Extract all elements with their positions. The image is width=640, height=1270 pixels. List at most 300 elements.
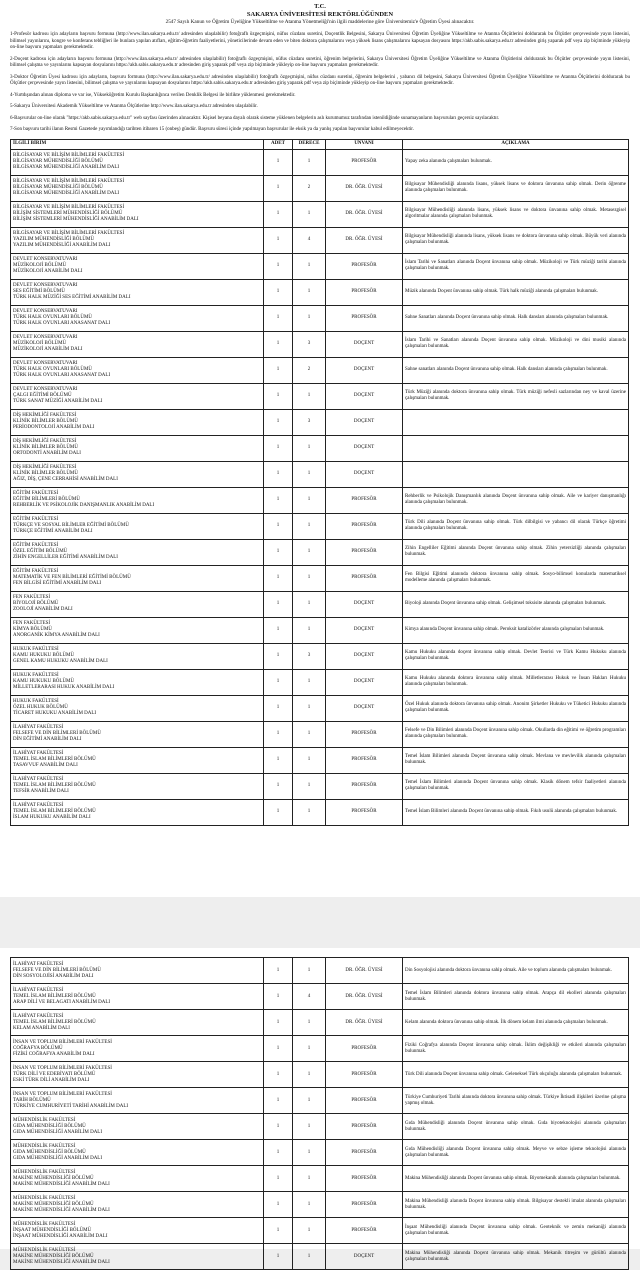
unit-line: ORTODONTİ ANABİLİM DALI: [13, 451, 81, 456]
unit-cell: [11, 565, 264, 591]
description-cell: Sahne sanatları alanında Doçent ünvanına sahip olmak. Halk dansları alanında çalışmaları bulunmak.: [403, 357, 629, 383]
description-cell: Yapay zeka alanında çalışmaları bulunmak.: [403, 149, 629, 175]
degree-cell: 1: [293, 1166, 326, 1192]
unit-line: EĞİTİM FAKÜLTESİ: [13, 543, 59, 548]
unit-line: BİLGİSAYAR VE BİLİŞİM BİLİMLERİ FAKÜLTESİ: [13, 179, 125, 184]
unit-line: DİN SOSYOLOJİSİ ANABİLİM DALI: [13, 973, 94, 979]
unit-line: TARİH BÖLÜMÜ: [13, 1097, 51, 1103]
description-cell: Kamu Hukuku alanında doçent ünvanına sahip olmak. Devlet Teorisi ve Türk Kamu Hukuku alanında çalışmaları bulunmak.: [403, 643, 629, 669]
degree-cell: 4: [293, 227, 326, 253]
title-cell: DR. ÖĞR. ÜYESİ: [326, 1010, 403, 1036]
degree-cell: 1: [293, 1010, 326, 1036]
unit-cell: [11, 799, 264, 825]
degree-cell: 2: [293, 175, 326, 201]
unit-line: TEMEL İSLAM BİLİMLERİ BÖLÜMÜ: [13, 783, 96, 788]
unit-line: TEFSİR ANABİLİM DALI: [13, 789, 69, 794]
table-row: [11, 747, 629, 773]
unit-line: DEVLET KONSERVATUVARI: [13, 387, 78, 392]
unit-line: MİLLETLERARASI HUKUK ANABİLİM DALI: [13, 685, 115, 690]
table-row: [11, 1218, 629, 1244]
unit-line: KAMU HUKUKU BÖLÜMÜ: [13, 679, 75, 684]
unit-line: İNSAN VE TOPLUM BİLİMLERİ FAKÜLTESİ: [13, 1065, 112, 1071]
table-row: [11, 669, 629, 695]
unit-line: HUKUK FAKÜLTESİ: [13, 699, 59, 704]
note-2: 2-Doçent kadrosu için adayların başvuru formuna (http://www.ilan.sakarya.edu.tr/ adresinden ulaşılabilir) fotoğraflı özgeçmişini, nüfus cüzdanı suretini, öğrenim belgelerini, Sakarya Üniversitesi Öğretim Üyeliğine Yükseltilme ve Atanma Ölçütlerini doldurarak bu Ölçütler çerçevesinde yayın listesini, bilimsel çalışma ve yayınlarını kapsayan dosyalarını https://akb.sabis.sakarya.edu.tr adresinden giriş yaparak pdf veya zip biçiminde yükleyip on-line başvuru yapmaları gerekmektedir.: [10, 56, 630, 68]
unit-line: DİN EĞİTİMİ ANABİLİM DALI: [13, 737, 82, 742]
title-cell: DR. ÖĞR. ÜYESİ: [326, 227, 403, 253]
title-cell: PROFESÖR: [326, 1062, 403, 1088]
unit-line: KİMYA BÖLÜMÜ: [13, 627, 53, 632]
unit-cell: [11, 591, 264, 617]
unit-line: ÇALGI EĞİTİMİ BÖLÜMÜ: [13, 393, 72, 398]
table-row: [11, 513, 629, 539]
title-cell: DOÇENT: [326, 669, 403, 695]
count-cell: 1: [264, 513, 293, 539]
unit-cell: [11, 461, 264, 487]
unit-line: MÜHENDİSLİK FAKÜLTESİ: [13, 1117, 76, 1123]
unit-cell: [11, 1010, 264, 1036]
unit-line: MATEMATİK VE FEN BİLİMLERİ EĞİTİMİ BÖLÜMÜ: [13, 575, 131, 580]
unit-cell: [11, 435, 264, 461]
count-cell: 1: [264, 958, 293, 984]
degree-cell: 1: [293, 461, 326, 487]
degree-cell: 3: [293, 409, 326, 435]
unit-line: DEVLET KONSERVATUVARI: [13, 257, 78, 262]
unit-line: TÜRK DİLİ VE EDEBİYATI BÖLÜMÜ: [13, 1071, 96, 1077]
unit-cell: [11, 984, 264, 1010]
count-cell: 1: [264, 617, 293, 643]
unit-line: MÜZİKOLOJİ BÖLÜMÜ: [13, 263, 67, 268]
title-cell: PROFESÖR: [326, 799, 403, 825]
description-cell: Makina Mühendisliği alanında Doçent ünvanına sahip olmak. Bilgisayar destekli imalat alanında çalışmaları bulunmak.: [403, 1192, 629, 1218]
count-cell: 1: [264, 643, 293, 669]
table-row: [11, 1166, 629, 1192]
unit-cell: [11, 695, 264, 721]
count-cell: 1: [264, 669, 293, 695]
title-cell: PROFESÖR: [326, 539, 403, 565]
unit-cell: [11, 357, 264, 383]
count-cell: 1: [264, 305, 293, 331]
header-desc: AÇIKLAMA: [403, 139, 629, 149]
description-cell: Türk Müziği alanında doktora ünvanına sahip olmak. Türk müziği nefesli sazlarından ney ve kaval üzerine çalışmaları bulunmak.: [403, 383, 629, 409]
count-cell: 1: [264, 1114, 293, 1140]
title-cell: DOÇENT: [326, 617, 403, 643]
unit-cell: [11, 1218, 264, 1244]
unit-line: TÜRK SANAT MÜZİĞİ ANABİLİM DALI: [13, 399, 103, 404]
count-cell: 1: [264, 1140, 293, 1166]
table-row: [11, 253, 629, 279]
unit-line: BİLGİSAYAR VE BİLİŞİM BİLİMLERİ FAKÜLTESİ: [13, 153, 125, 158]
unit-cell: [11, 487, 264, 513]
header-tc: T.C.: [314, 3, 326, 10]
unit-line: TÜRK HALK OYUNLARI ANASANAT DALI: [13, 321, 111, 326]
unit-line: REHBERLİK VE PSİKOLOJİK DANIŞMANLIK ANABİLİM DALI: [13, 503, 155, 508]
unit-line: SES EĞİTİMİ BÖLÜMÜ: [13, 289, 65, 294]
unit-line: DİŞ HEKİMLİĞİ FAKÜLTESİ: [13, 413, 77, 418]
unit-line: KELAM ANABİLİM DALI: [13, 1025, 70, 1031]
count-cell: 1: [264, 1192, 293, 1218]
positions-table: [10, 139, 629, 826]
count-cell: 1: [264, 461, 293, 487]
degree-cell: 1: [293, 591, 326, 617]
unit-line: MÜHENDİSLİK FAKÜLTESİ: [13, 1221, 76, 1227]
degree-cell: 4: [293, 984, 326, 1010]
unit-line: FEN FAKÜLTESİ: [13, 621, 51, 626]
table-row: [11, 958, 629, 984]
table-row: [11, 695, 629, 721]
description-cell: Makina Mühendisliği alanında Doçent ünvanına sahip olmak. Biyomekanik alanında çalışmaları bulunmak.: [403, 1166, 629, 1192]
unit-line: HUKUK FAKÜLTESİ: [13, 647, 59, 652]
table-row: [11, 279, 629, 305]
degree-cell: 1: [293, 695, 326, 721]
table-row: [11, 383, 629, 409]
unit-line: FELSEFE VE DİN BİLİMLERİ BÖLÜMÜ: [13, 967, 101, 973]
unit-line: BİYOLOJİ BÖLÜMÜ: [13, 601, 59, 606]
header-title: UNVANI: [326, 139, 403, 149]
table-row: [11, 1140, 629, 1166]
description-cell: Zihin Engelliler Eğitimi alanında Doçent ünvanına sahip olmak. Zihin yetersizliği alanında çalışmaları bulunmak.: [403, 539, 629, 565]
note-3: 3-Doktor Öğretim Üyesi kadrosu için adayların, başvuru formuna (http://www.ilan.sakarya.edu.tr/ adresinden ulaşılabilir) fotoğraflı özgeçmişini, nüfus cüzdanı suretini, öğrenim belgelerini , yabancı dil belgesini, Sakarya Üniversitesi Öğretim Üyeliğine Yükseltilme ve Atanma Ölçütlerini doldurarak bu Ölçütler çerçevesinde yayın listesini, bilimsel çalışma ve yayınlarını kapsayan dosyalarını https://akb.sabis.sakarya.edu.tr adresinden giriş yaparak pdf veya zip biçiminde yükleyip on-line başvuru yapmaları gerekmektedir.: [10, 74, 630, 86]
count-cell: 1: [264, 1010, 293, 1036]
unit-line: COĞRAFYA BÖLÜMÜ: [13, 1045, 63, 1051]
unit-line: TÜRK HALK OYUNLARI BÖLÜMÜ: [13, 367, 93, 372]
title-cell: PROFESÖR: [326, 1088, 403, 1114]
unit-cell: [11, 1062, 264, 1088]
unit-line: İLAHİYAT FAKÜLTESİ: [13, 987, 64, 993]
title-cell: PROFESÖR: [326, 149, 403, 175]
note-6: 6-Başvurular on-line olarak "https://akb.sabis.sakarya.edu.tr" web sayfası üzerinden alınacaktır. Kişisel beyana dayalı olarak sisteme yüklenen belgelerin aslı kurumumuz tarafından istenildiğinde sunamayanların başvuruları geçersiz sayılacaktır.: [10, 115, 500, 121]
unit-line: MAKİNE MÜHENDİSLİĞİ ANABİLİM DALI: [13, 1207, 110, 1213]
unit-line: MAKİNE MÜHENDİSLİĞİ BÖLÜMÜ: [13, 1201, 94, 1207]
description-cell: Kimya alanında Doçent ünvanına sahip olmak. Peroksit katalizörler alanında çalışmaları bulunmak.: [403, 617, 629, 643]
description-cell: Makina Mühendisliği alanında Doçent ünvanına sahip olmak. Mekanik titreşim ve gürültü alanında çalışmaları bulunmak.: [403, 1244, 629, 1270]
degree-cell: 1: [293, 1036, 326, 1062]
count-cell: 1: [264, 175, 293, 201]
description-cell: İslam Tarihi ve Sanatları alanında Doçent ünvanına sahip olmak. Müzikoloji ve Türk müziği tarihi alanında çalışmaları bulunmak.: [403, 253, 629, 279]
unit-line: KLİNİK BİLİMLER BÖLÜMÜ: [13, 471, 78, 476]
count-cell: 1: [264, 227, 293, 253]
table-row: [11, 799, 629, 825]
unit-line: İLAHİYAT FAKÜLTESİ: [13, 777, 64, 782]
unit-line: GENEL KAMU HUKUKU ANABİLİM DALI: [13, 659, 108, 664]
unit-line: KLİNİK BİLİMLER BÖLÜMÜ: [13, 445, 78, 450]
unit-line: İNSAN VE TOPLUM BİLİMLERİ FAKÜLTESİ: [13, 1091, 112, 1097]
unit-line: TEMEL İSLAM BİLİMLERİ BÖLÜMÜ: [13, 809, 96, 814]
count-cell: 1: [264, 539, 293, 565]
positions-table-continued: [10, 957, 629, 1270]
title-cell: DR. ÖĞR. ÜYESİ: [326, 201, 403, 227]
degree-cell: 1: [293, 1140, 326, 1166]
title-cell: DR. ÖĞR. ÜYESİ: [326, 984, 403, 1010]
degree-cell: 1: [293, 487, 326, 513]
unit-line: İLAHİYAT FAKÜLTESİ: [13, 803, 64, 808]
unit-line: BİLGİSAYAR VE BİLİŞİM BİLİMLERİ FAKÜLTESİ: [13, 205, 125, 210]
unit-line: KLİNİK BİLİMLER BÖLÜMÜ: [13, 419, 78, 424]
positions-table-body-continued: [11, 958, 629, 1270]
unit-line: ZİHİN ENGELLİLER EĞİTİMİ ANABİLİM DALI: [13, 555, 118, 560]
unit-cell: [11, 773, 264, 799]
degree-cell: 1: [293, 565, 326, 591]
title-cell: DR. ÖĞR. ÜYESİ: [326, 175, 403, 201]
count-cell: 1: [264, 1166, 293, 1192]
count-cell: 1: [264, 799, 293, 825]
unit-line: FEN FAKÜLTESİ: [13, 595, 51, 600]
title-cell: PROFESÖR: [326, 1192, 403, 1218]
degree-cell: 1: [293, 513, 326, 539]
count-cell: 1: [264, 357, 293, 383]
header-university: SAKARYA ÜNİVERSİTESİ REKTÖRLÜĞÜNDEN: [246, 11, 394, 18]
description-cell: [403, 409, 629, 435]
unit-line: TÜRKÇE EĞİTİMİ ANABİLİM DALI: [13, 529, 93, 534]
count-cell: 1: [264, 695, 293, 721]
application-notes: [10, 32, 630, 134]
title-cell: PROFESÖR: [326, 1036, 403, 1062]
degree-cell: 1: [293, 279, 326, 305]
unit-cell: [11, 175, 264, 201]
unit-line: MAKİNE MÜHENDİSLİĞİ BÖLÜMÜ: [13, 1253, 94, 1259]
count-cell: 1: [264, 487, 293, 513]
description-cell: Fen Bilgisi Eğitimi alanında doktora ünvanına sahip olmak. Sosyo-bilimsel konularda matematiksel modelleme alanında çalışmaları bulunmak.: [403, 565, 629, 591]
unit-cell: [11, 643, 264, 669]
description-cell: Türkiye Cumhuriyeti Tarihi alanında doktora ünvanına sahip olmak. Türkiye İktisadi ilişkileri üzerine çalışma yapmış olmak.: [403, 1088, 629, 1114]
unit-line: GIDA MÜHENDİSLİĞİ BÖLÜMÜ: [13, 1123, 86, 1129]
table-header-row: [11, 139, 629, 149]
degree-cell: 1: [293, 253, 326, 279]
table-row: [11, 1114, 629, 1140]
unit-line: EĞİTİM FAKÜLTESİ: [13, 491, 59, 496]
table-row: [11, 227, 629, 253]
unit-line: TİCARET HUKUKU ANABİLİM DALI: [13, 711, 97, 716]
degree-cell: 1: [293, 1088, 326, 1114]
title-cell: DOÇENT: [326, 357, 403, 383]
unit-line: FEN BİLGİSİ EĞİTİMİ ANABİLİM DALI: [13, 581, 102, 586]
unit-cell: [11, 1114, 264, 1140]
degree-cell: 1: [293, 149, 326, 175]
description-cell: Gıda Mühendisliği alanında Doçent ünvanına sahip olmak. Gıda biyoteknolojisi alanında çalışmaları bulunmak.: [403, 1114, 629, 1140]
unit-line: TEMEL İSLAM BİLİMLERİ BÖLÜMÜ: [13, 757, 96, 762]
unit-line: HUKUK FAKÜLTESİ: [13, 673, 59, 678]
unit-line: TEMEL İSLAM BİLİMLERİ BÖLÜMÜ: [13, 993, 96, 999]
description-cell: Din Sosyolojisi alanında doktora ünvanına sahip olmak. Aile ve toplum alanında çalışmaları bulunmak.: [403, 958, 629, 984]
unit-line: MÜZİKOLOJİ ANABİLİM DALI: [13, 269, 83, 274]
unit-cell: [11, 383, 264, 409]
count-cell: 1: [264, 721, 293, 747]
unit-line: AĞIZ, DİŞ, ÇENE CERRAHİSİ ANABİLİM DALI: [13, 477, 118, 482]
unit-line: YAZILIM MÜHENDİSLİĞİ ANABİLİM DALI: [13, 243, 111, 248]
unit-line: DEVLET KONSERVATUVARI: [13, 335, 78, 340]
count-cell: 1: [264, 984, 293, 1010]
degree-cell: 1: [293, 773, 326, 799]
description-cell: Türk Dili alanında Doçent ünvanına sahip olmak. Türk dilbilgisi ve yabancı dil olarak Türkçe öğretimi alanında çalışmaları bulunmak.: [403, 513, 629, 539]
count-cell: 1: [264, 773, 293, 799]
unit-line: İLAHİYAT FAKÜLTESİ: [13, 1013, 64, 1019]
unit-line: MÜHENDİSLİK FAKÜLTESİ: [13, 1169, 76, 1175]
table-row: [11, 565, 629, 591]
count-cell: 1: [264, 591, 293, 617]
degree-cell: 1: [293, 1244, 326, 1270]
count-cell: 1: [264, 331, 293, 357]
unit-cell: [11, 149, 264, 175]
description-cell: Temel İslam Bilimleri alanında Doçent ünvanına sahip olmak. Mevlana ve mevlevilik alanında çalışmaları bulunmak.: [403, 747, 629, 773]
unit-line: TEMEL İSLAM BİLİMLERİ BÖLÜMÜ: [13, 1019, 96, 1025]
description-cell: Biyoloji alanında Doçent ünvanına sahip olmak. Gelişimsel toksisite alanında çalışmaları bulunmak.: [403, 591, 629, 617]
count-cell: 1: [264, 201, 293, 227]
document-page-2: [0, 948, 640, 1265]
unit-line: İLAHİYAT FAKÜLTESİ: [13, 751, 64, 756]
unit-line: ZOOLOJİ ANABİLİM DALI: [13, 607, 73, 612]
unit-line: ANORGANİK KİMYA ANABİLİM DALI: [13, 633, 100, 638]
title-cell: DOÇENT: [326, 461, 403, 487]
unit-line: BİLGİSAYAR MÜHENDİSLİĞİ ANABİLİM DALI: [13, 191, 120, 196]
title-cell: PROFESÖR: [326, 1140, 403, 1166]
unit-line: TÜRKÇE VE SOSYAL BİLİMLER EĞİTİMİ BÖLÜMÜ: [13, 523, 129, 528]
unit-cell: [11, 253, 264, 279]
header-degree: DERECE: [293, 139, 326, 149]
table-row: [11, 487, 629, 513]
unit-line: İSLAM HUKUKU ANABİLİM DALI: [13, 815, 91, 820]
description-cell: Bilgisayar Mühendisliği alanında lisans, yüksek lisans ve doktora ünvanına sahip olmak. Metasezgisel algoritmalar alanında çalışmaları bulunmak.: [403, 201, 629, 227]
degree-cell: 1: [293, 721, 326, 747]
title-cell: DOÇENT: [326, 643, 403, 669]
unit-line: ÖZEL HUKUK BÖLÜMÜ: [13, 705, 68, 710]
unit-line: BİLGİSAYAR VE BİLİŞİM BİLİMLERİ FAKÜLTESİ: [13, 231, 125, 236]
description-cell: Fiziki Coğrafya alanında Doçent ünvanına sahip olmak. İklim değişikliği ve etkileri alanında çalışmaları bulunmak.: [403, 1036, 629, 1062]
table-row: [11, 305, 629, 331]
title-cell: DOÇENT: [326, 435, 403, 461]
table-row: [11, 1036, 629, 1062]
unit-line: İLAHİYAT FAKÜLTESİ: [13, 725, 64, 730]
unit-line: MÜZİKOLOJİ BÖLÜMÜ: [13, 341, 67, 346]
count-cell: 1: [264, 747, 293, 773]
unit-line: İLAHİYAT FAKÜLTESİ: [13, 961, 64, 967]
unit-cell: [11, 305, 264, 331]
degree-cell: 1: [293, 1114, 326, 1140]
unit-line: TÜRKİYE CUMHURİYETİ TARİHİ ANABİLİM DALI: [13, 1103, 129, 1109]
description-cell: Bilgisayar Mühendisliği alanında lisans, yüksek lisans ve doktora ünvanına sahip olmak. Büyük veri alanında çalışmaları bulunmak.: [403, 227, 629, 253]
unit-cell: [11, 201, 264, 227]
unit-cell: [11, 1036, 264, 1062]
description-cell: Temel İslam Bilimleri alanında Doçent ünvanına sahip olmak. Fıkıh usulü alanında çalışmaları bulunmak.: [403, 799, 629, 825]
table-row: [11, 1088, 629, 1114]
title-cell: PROFESÖR: [326, 1218, 403, 1244]
description-cell: Özel Hukuk alanında doktora ünvanına sahip olmak. Anonim Şirketler Hukuku ve Tüketici Hukuku alanında çalışmaları bulunmak.: [403, 695, 629, 721]
unit-line: MÜZİKOLOJİ ANABİLİM DALI: [13, 347, 83, 352]
description-cell: Sahne Sanatları alanında Doçent ünvanına sahip olmak. Halk dansları alanında çalışmaları bulunmak.: [403, 305, 629, 331]
unit-line: TÜRK HALK OYUNLARI ANASANAT DALI: [13, 373, 111, 378]
description-cell: Bilgisayar Mühendisliği alanında lisans, yüksek lisans ve doktora ünvanına sahip olmak. Derin öğrenme alanında çalışmaları bulunmak.: [403, 175, 629, 201]
description-cell: İnşaat Mühendisliği alanında Doçent ünvanına sahip olmak. Geoteknik ve zemin mekaniği alanında çalışmaları bulunmak.: [403, 1218, 629, 1244]
unit-cell: [11, 513, 264, 539]
unit-line: BİLGİSAYAR MÜHENDİSLİĞİ BÖLÜMÜ: [13, 185, 103, 190]
title-cell: PROFESÖR: [326, 279, 403, 305]
table-row: [11, 721, 629, 747]
unit-cell: [11, 721, 264, 747]
unit-line: GIDA MÜHENDİSLİĞİ ANABİLİM DALI: [13, 1129, 103, 1135]
degree-cell: 1: [293, 958, 326, 984]
unit-line: TÜRK HALK MÜZİĞİ SES EĞİTİMİ ANABİLİM DALI: [13, 295, 131, 300]
table-row: [11, 1192, 629, 1218]
table-row: [11, 539, 629, 565]
unit-cell: [11, 747, 264, 773]
note-4: 4-Yurtdışından alınan diploma ve var ise, Yükseköğretim Kurulu Başkanlığınca verilen Denklik Belgesi ile birlikte yüklenmesi gerekmektedir.: [10, 92, 296, 98]
degree-cell: 3: [293, 331, 326, 357]
unit-cell: [11, 227, 264, 253]
unit-cell: [11, 1166, 264, 1192]
title-cell: DOÇENT: [326, 695, 403, 721]
title-cell: PROFESÖR: [326, 565, 403, 591]
count-cell: 1: [264, 1036, 293, 1062]
table-row: [11, 201, 629, 227]
title-cell: PROFESÖR: [326, 721, 403, 747]
unit-cell: [11, 958, 264, 984]
title-cell: DOÇENT: [326, 383, 403, 409]
unit-cell: [11, 331, 264, 357]
description-cell: İslam Tarihi ve Sanatları alanında Doçent ünvanına sahip olmak. Müzikoloji ve dini musiki alanında çalışmaları bulunmak.: [403, 331, 629, 357]
degree-cell: 1: [293, 305, 326, 331]
unit-line: EĞİTİM BİLİMLERİ BÖLÜMÜ: [13, 497, 80, 502]
unit-line: DEVLET KONSERVATUVARI: [13, 309, 78, 314]
title-cell: PROFESÖR: [326, 747, 403, 773]
table-row: [11, 409, 629, 435]
header-intro: 2547 Sayılı Kanun ve Öğretim Üyeliğine Yükseltilme ve Atanma Yönetmeliği'nin ilgili maddelerine göre Üniversitemiz'e Öğretim Üyesi alınacaktır.: [165, 19, 475, 25]
description-cell: Müzik alanında Doçent ünvanına sahip olmak. Türk halk müziği alanında çalışmaları bulunmak.: [403, 279, 629, 305]
unit-cell: [11, 1140, 264, 1166]
description-cell: Temel İslam Bilimleri alanında doktora ünvanına sahip olmak. Arapça dil ekolleri alanında çalışmaları bulunmak.: [403, 984, 629, 1010]
unit-line: MAKİNE MÜHENDİSLİĞİ ANABİLİM DALI: [13, 1181, 110, 1187]
unit-cell: [11, 539, 264, 565]
count-cell: 1: [264, 565, 293, 591]
unit-cell: [11, 409, 264, 435]
note-5: 5-Sakarya Üniversitesi Akademik Yükseltilme ve Atanma Ölçütlerine http://www.ilan.sakarya.edu.tr adresinden ulaşılabilir.: [10, 104, 258, 109]
count-cell: 1: [264, 279, 293, 305]
unit-line: DİŞ HEKİMLİĞİ FAKÜLTESİ: [13, 465, 77, 470]
unit-line: GIDA MÜHENDİSLİĞİ BÖLÜMÜ: [13, 1149, 86, 1155]
degree-cell: 1: [293, 383, 326, 409]
count-cell: 1: [264, 409, 293, 435]
title-cell: DOÇENT: [326, 591, 403, 617]
count-cell: 1: [264, 1218, 293, 1244]
unit-line: DEVLET KONSERVATUVARI: [13, 283, 78, 288]
degree-cell: 1: [293, 435, 326, 461]
unit-line: EĞİTİM FAKÜLTESİ: [13, 517, 59, 522]
description-cell: [403, 435, 629, 461]
unit-cell: [11, 279, 264, 305]
title-cell: DOÇENT: [326, 1244, 403, 1270]
unit-line: GIDA MÜHENDİSLİĞİ ANABİLİM DALI: [13, 1155, 103, 1161]
table-row: [11, 331, 629, 357]
unit-line: BİLİŞİM SİSTEMLERİ MÜHENDİSLİĞİ ANABİLİM DALI: [13, 217, 139, 222]
unit-line: BİLGİSAYAR MÜHENDİSLİĞİ ANABİLİM DALI: [13, 165, 120, 170]
description-cell: Temel İslam Bilimleri alanında Doçent ünvanına sahip olmak. Klasik dönem tefsir faaliyetleri alanında çalışmaları bulunmak.: [403, 773, 629, 799]
unit-cell: [11, 669, 264, 695]
description-cell: Rehberlik ve Psikolojik Danışmanlık alanında Doçent ünvanına sahip olmak. Aile ve kariyer danışmanlığı alanında çalışmaları bulunmak.: [403, 487, 629, 513]
unit-cell: [11, 617, 264, 643]
unit-line: İNŞAAT MÜHENDİSLİĞİ BÖLÜMÜ: [13, 1227, 92, 1233]
header-unit: İLGİLİ BİRİM: [11, 139, 264, 149]
unit-line: PERİODONTOLOJİ ANABİLİM DALI: [13, 425, 95, 430]
unit-line: EĞİTİM FAKÜLTESİ: [13, 569, 59, 574]
unit-line: ESKİ TÜRK DİLİ ANABİLİM DALI: [13, 1077, 90, 1083]
unit-line: TÜRK HALK OYUNLARI BÖLÜMÜ: [13, 315, 93, 320]
count-cell: 1: [264, 1088, 293, 1114]
table-row: [11, 175, 629, 201]
degree-cell: 2: [293, 357, 326, 383]
unit-line: MAKİNE MÜHENDİSLİĞİ BÖLÜMÜ: [13, 1175, 94, 1181]
count-cell: 1: [264, 435, 293, 461]
title-cell: PROFESÖR: [326, 1114, 403, 1140]
title-cell: PROFESÖR: [326, 773, 403, 799]
description-cell: Felsefe ve Din Bilimleri alanında Doçent ünvanına sahip olmak. Okullarda din eğitimi ve öğretim programları alanında çalışmaları bulunmak.: [403, 721, 629, 747]
